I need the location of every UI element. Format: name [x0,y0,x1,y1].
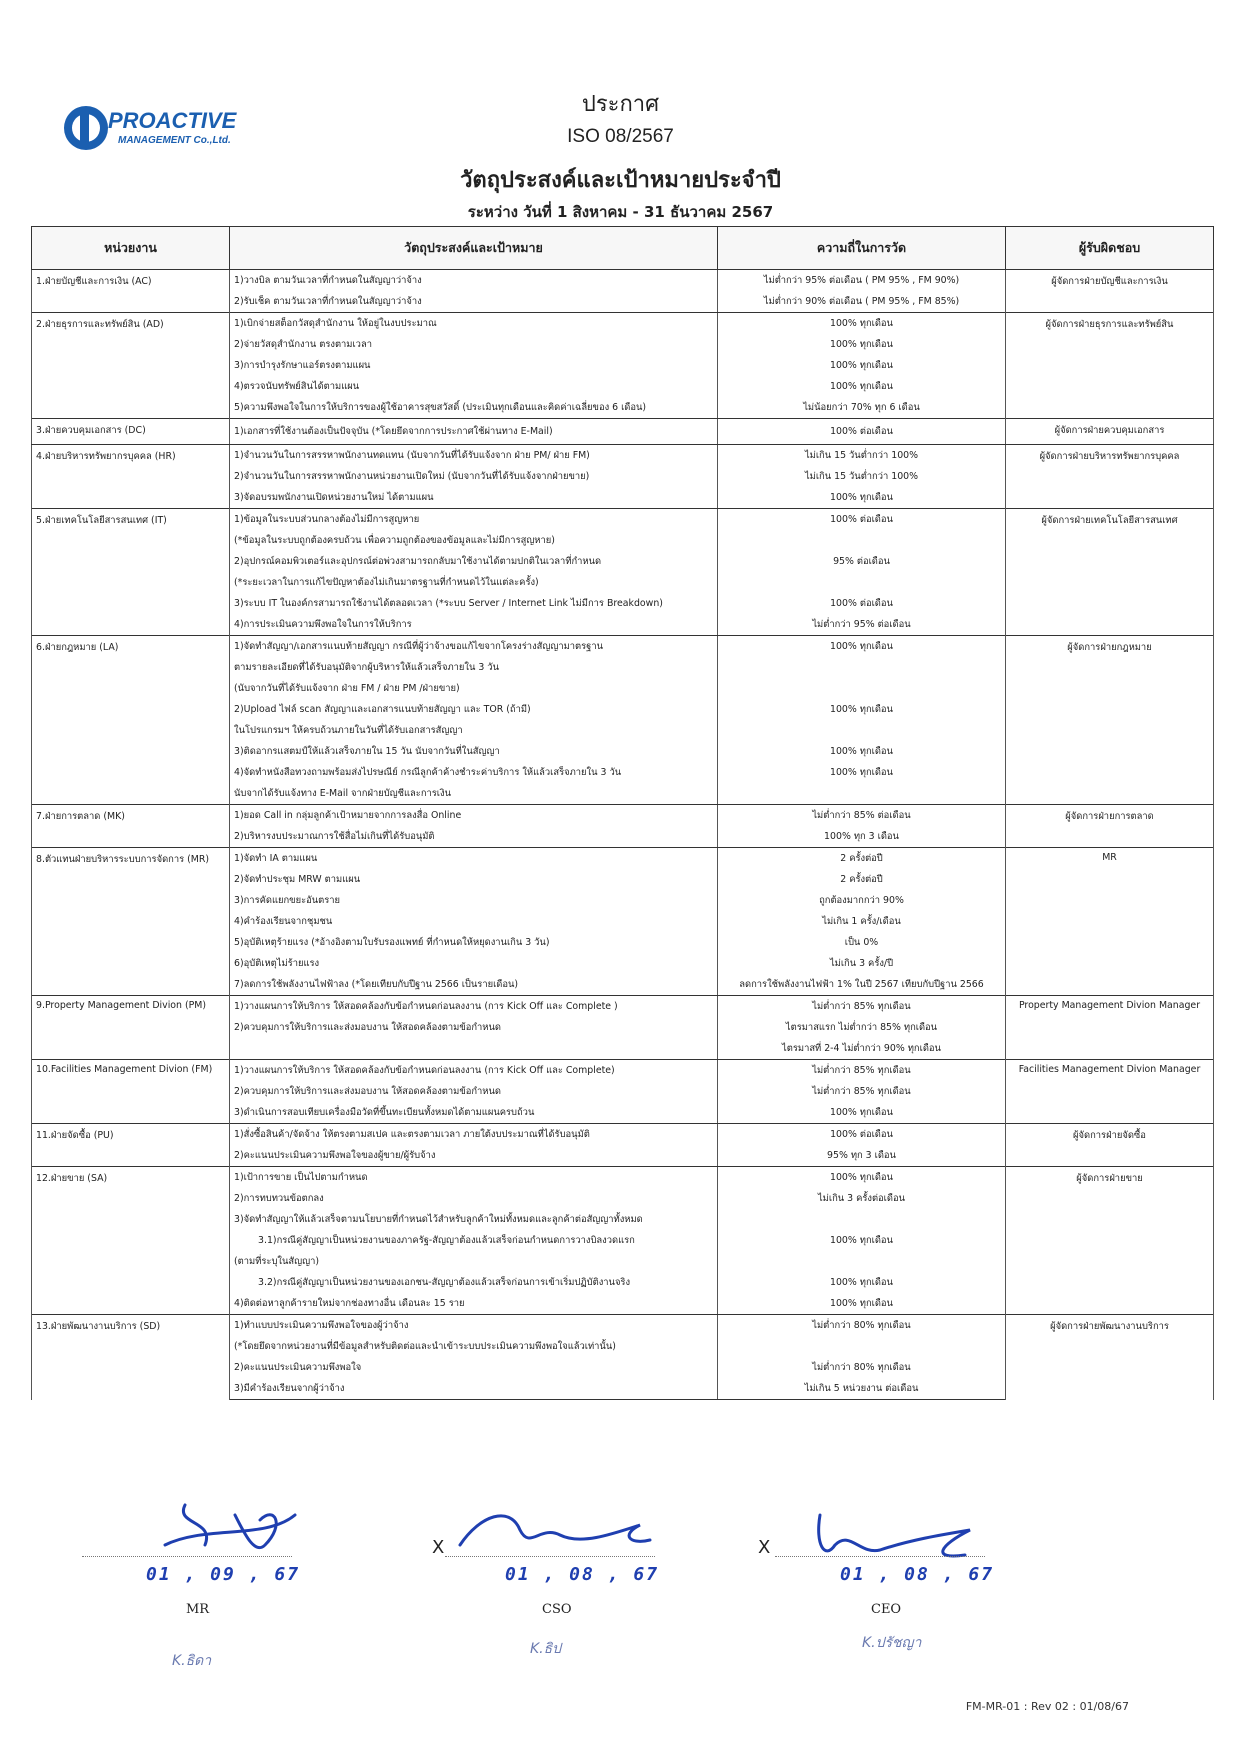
frequency-cell: ถูกต้องมากกว่า 90% [718,890,1006,911]
objective-cell: 1)เบิกจ่ายสต็อกวัสดุสำนักงาน ให้อยู่ในงบประมาณ [230,313,718,335]
table-row [32,313,1214,335]
objective-cell: 1)วางแผนการให้บริการ ให้สอดคล้องกับข้อกำหนดก่อนลงงาน (การ Kick Off และ Complete) [230,1060,718,1082]
frequency-cell: 100% ต่อเดือน [718,1124,1006,1146]
role-cso: CSO [542,1602,572,1617]
unit-cell: 13.ฝ่ายพัฒนางานบริการ (SD) [32,1315,230,1400]
objective-cell: 2)Upload ไฟล์ scan สัญญาและเอกสารแนบท้ายสัญญา และ TOR (ถ้ามี) [230,699,718,720]
objective-cell: (ตามที่ระบุในสัญญา) [230,1251,718,1272]
frequency-cell: ไตรมาสที่ 2-4 ไม่ต่ำกว่า 90% ทุกเดือน [718,1038,1006,1060]
handwritten-signature-mr-icon [145,1485,325,1575]
objective-cell: 3)การบำรุงรักษาแอร์ตรงตามแผน [230,355,718,376]
unit-cell: 8.ตัวแทนฝ่ายบริหารระบบการจัดการ (MR) [32,848,230,996]
frequency-cell: ไม่ต่ำกว่า 80% ทุกเดือน [718,1357,1006,1378]
frequency-cell: ไม่เกิน 15 วันต่ำกว่า 100% [718,466,1006,487]
header-objective: วัตถุประสงค์และเป้าหมาย [230,227,718,270]
objective-cell: 2)บริหารงบประมาณการใช้สื่อไม่เกินที่ได้รับอนุมัติ [230,826,718,848]
period-text: ระหว่าง วันที่ 1 สิงหาคม - 31 ธันวาคม 2567 [467,203,774,221]
objective-cell: 1)วางแผนการให้บริการ ให้สอดคล้องกับข้อกำหนดก่อนลงงาน (การ Kick Off และ Complete ) [230,996,718,1018]
header-responsible: ผู้รับผิดชอบ [1006,227,1214,270]
role-mr: MR [186,1602,210,1617]
objective-cell: 2)ควบคุมการให้บริการและส่งมอบงาน ให้สอดคล้องตามข้อกำหนด [230,1017,718,1038]
unit-cell: 1.ฝ่ายบัญชีและการเงิน (AC) [32,270,230,313]
unit-cell: 5.ฝ่ายเทคโนโลยีสารสนเทศ (IT) [32,509,230,636]
unit-cell: 11.ฝ่ายจัดซื้อ (PU) [32,1124,230,1167]
form-code: FM-MR-01 : Rev 02 : 01/08/67 [965,1700,1129,1713]
table-row [32,1060,1214,1082]
objective-cell: ในโปรแกรมฯ ให้ครบถ้วนภายในวันที่ได้รับเอกสารสัญญา [230,720,718,741]
frequency-cell: 100% ทุกเดือน [718,1272,1006,1293]
frequency-cell: 100% ทุกเดือน [718,636,1006,658]
table-row [32,509,1214,531]
objective-cell [230,1038,718,1060]
objective-cell: 3.2)กรณีคู่สัญญาเป็นหน่วยงานของเอกชน-สัญญาต้องแล้วเสร็จก่อนการเข้าเริ่มปฏิบัติงานจริง [230,1272,718,1293]
frequency-cell: ไม่ต่ำกว่า 80% ทุกเดือน [718,1315,1006,1337]
objective-cell: 2)ควบคุมการให้บริการและส่งมอบงาน ให้สอดคล้องตามข้อกำหนด [230,1081,718,1102]
frequency-cell: 100% ทุกเดือน [718,1293,1006,1315]
frequency-cell: 100% ทุกเดือน [718,313,1006,335]
frequency-cell: 100% ทุกเดือน [718,1230,1006,1251]
frequency-cell: ไม่เกิน 1 ครั้ง/เดือน [718,911,1006,932]
unit-cell: 12.ฝ่ายขาย (SA) [32,1167,230,1315]
frequency-cell: 100% ทุกเดือน [718,1102,1006,1124]
objectives-table [31,226,1214,1400]
objective-cell: (*ระยะเวลาในการแก้ไขปัญหาต้องไม่เกินมาตรฐานที่กำหนดไว้ในแต่ละครั้ง) [230,572,718,593]
frequency-cell [718,1336,1006,1357]
responsible-cell: ผู้จัดการฝ่ายการตลาด [1006,805,1214,848]
table-row [32,848,1214,870]
objective-cell: 1)สั่งซื้อสินค้า/จัดจ้าง ให้ตรงตามสเปค และตรงตามเวลา ภายใต้งบประมาณที่ได้รับอนุมัติ [230,1124,718,1146]
frequency-cell [718,1209,1006,1230]
unit-cell: 10.Facilities Management Divion (FM) [32,1060,230,1124]
frequency-cell: ไม่เกิน 3 ครั้ง/ปี [718,953,1006,974]
frequency-cell: ไม่เกิน 3 ครั้งต่อเดือน [718,1188,1006,1209]
table-row [32,270,1214,292]
frequency-cell: ไม่ต่ำกว่า 85% ต่อเดือน [718,805,1006,827]
frequency-cell: 100% ทุกเดือน [718,334,1006,355]
responsible-cell: ผู้จัดการฝ่ายขาย [1006,1167,1214,1315]
table-row [32,1167,1214,1189]
table-row [32,1124,1214,1146]
table-row [32,1315,1214,1337]
objective-cell: 5)ความพึงพอใจในการให้บริการของผู้ใช้อาคารสุขสวัสดิ์ (ประเมินทุกเดือนและคิดค่าเฉลี่ยของ 6 เดือน) [230,397,718,419]
responsible-cell: ผู้จัดการฝ่ายควบคุมเอกสาร [1006,419,1214,445]
frequency-cell: 100% ทุกเดือน [718,376,1006,397]
frequency-cell: 100% ทุกเดือน [718,487,1006,509]
frequency-cell: 2 ครั้งต่อปี [718,869,1006,890]
frequency-cell: ไม่ต่ำกว่า 95% ต่อเดือน ( PM 95% , FM 90%) [718,270,1006,292]
x-mark-cso: X [432,1537,445,1558]
notice-heading: ประกาศ [581,92,660,117]
frequency-cell: 100% ทุก 3 เดือน [718,826,1006,848]
frequency-cell: ไตรมาสแรก ไม่ต่ำกว่า 85% ทุกเดือน [718,1017,1006,1038]
frequency-cell: ไม่น้อยกว่า 70% ทุก 6 เดือน [718,397,1006,419]
table-row [32,805,1214,827]
objective-cell: 7)ลดการใช้พลังงานไฟฟ้าลง (*โดยเทียบกับปีฐาน 2566 เป็นรายเดือน) [230,974,718,996]
objective-cell: 2)จำนวนวันในการสรรหาพนักงานหน่วยงานเปิดใหม่ (นับจากวันที่ได้รับแจ้งจากฝ่ายขาย) [230,466,718,487]
responsible-cell: Facilities Management Divion Manager [1006,1060,1214,1124]
header-unit: หน่วยงาน [32,227,230,270]
frequency-cell [718,572,1006,593]
table-body [32,270,1214,1400]
objective-cell: 2)จัดทำประชุม MRW ตามแผน [230,869,718,890]
table-row [32,445,1214,467]
frequency-cell [718,1251,1006,1272]
frequency-cell: 100% ต่อเดือน [718,593,1006,614]
objective-cell: 6)อุบัติเหตุไม่ร้ายแรง [230,953,718,974]
unit-cell: 7.ฝ่ายการตลาด (MK) [32,805,230,848]
frequency-cell [718,657,1006,678]
objective-cell: 4)การประเมินความพึงพอใจในการให้บริการ [230,614,718,636]
page-title: วัตถุประสงค์และเป้าหมายประจำปี [460,168,781,193]
role-ceo: CEO [871,1602,902,1617]
handwritten-signature-cso-icon [450,1495,660,1565]
logo-text: PROACTIVE [108,108,237,133]
objective-cell: 3)จัดอบรมพนักงานเปิดหน่วยงานใหม่ ได้ตามแผน [230,487,718,509]
unit-cell: 4.ฝ่ายบริหารทรัพยากรบุคคล (HR) [32,445,230,509]
x-mark-ceo: X [758,1537,771,1558]
initials-mr: K.ธิดา [172,1653,212,1669]
frequency-cell: ไม่ต่ำกว่า 90% ต่อเดือน ( PM 95% , FM 85%) [718,291,1006,313]
frequency-cell: 95% ต่อเดือน [718,551,1006,572]
objective-cell: 2)จ่ายวัสดุสำนักงาน ตรงตามเวลา [230,334,718,355]
frequency-cell: 100% ต่อเดือน [718,419,1006,445]
initials-cso: K.ธิป [530,1641,562,1657]
unit-cell: 2.ฝ่ายธุรการและทรัพย์สิน (AD) [32,313,230,419]
objective-cell: 2)คะแนนประเมินความพึงพอใจของผู้ขาย/ผู้รับจ้าง [230,1145,718,1167]
date-mr: 01 , 09 , 67 [146,1564,301,1585]
objective-cell: 4)จัดทำหนังสือทวงถามพร้อมส่งไปรษณีย์ กรณีลูกค้าค้างชำระค่าบริการ ให้แล้วเสร็จภายใน 3 วัน [230,762,718,783]
initials-ceo: K.ปรัชญา [862,1635,922,1651]
objective-cell: (นับจากวันที่ได้รับแจ้งจาก ฝ่าย FM / ฝ่าย PM /ฝ่ายขาย) [230,678,718,699]
table-header-row [32,227,1214,270]
frequency-cell: 2 ครั้งต่อปี [718,848,1006,870]
objective-cell: 1)จำนวนวันในการสรรหาพนักงานทดแทน (นับจากวันที่ได้รับแจ้งจาก ฝ่าย PM/ ฝ่าย FM) [230,445,718,467]
frequency-cell [718,530,1006,551]
frequency-cell: ไม่ต่ำกว่า 85% ทุกเดือน [718,1060,1006,1082]
responsible-cell: ผู้จัดการฝ่ายบัญชีและการเงิน [1006,270,1214,313]
objective-cell: 2)คะแนนประเมินความพึงพอใจ [230,1357,718,1378]
iso-number: ISO 08/2567 [567,126,674,147]
logo-subtext: MANAGEMENT Co.,Ltd. [118,135,231,146]
table-row [32,419,1214,445]
objective-cell: 4)คำร้องเรียนจากชุมชน [230,911,718,932]
objective-cell: 1)วางบิล ตามวันเวลาที่กำหนดในสัญญาว่าจ้าง [230,270,718,292]
objective-cell: 3)จัดทำสัญญาให้แล้วเสร็จตามนโยบายที่กำหนดไว้สำหรับลูกค้าใหม่ทั้งหมดและลูกค้าต่อสัญญาทั้งหมด [230,1209,718,1230]
responsible-cell: ผู้จัดการฝ่ายเทคโนโลยีสารสนเทศ [1006,509,1214,636]
frequency-cell [718,720,1006,741]
objective-cell: 2)การทบทวนข้อตกลง [230,1188,718,1209]
unit-cell: 6.ฝ่ายกฎหมาย (LA) [32,636,230,805]
unit-cell: 9.Property Management Divion (PM) [32,996,230,1060]
objective-cell: 1)เป้าการขาย เป็นไปตามกำหนด [230,1167,718,1189]
frequency-cell: 100% ทุกเดือน [718,741,1006,762]
objective-cell: 1)เอกสารที่ใช้งานต้องเป็นปัจจุบัน (*โดยยึดจากการประกาศใช้ผ่านทาง E-Mail) [230,419,718,445]
objective-cell: (*โดยยึดจากหน่วยงานที่มีข้อมูลสำหรับติดต่อและนำเข้าระบบประเมินความพึงพอใจแล้วเท่านั้น) [230,1336,718,1357]
unit-cell: 3.ฝ่ายควบคุมเอกสาร (DC) [32,419,230,445]
objective-cell: 1)จัดทำสัญญา/เอกสารแนบท้ายสัญญา กรณีที่ผู้ว่าจ้างขอแก้ไขจากโครงร่างสัญญามาตรฐาน [230,636,718,658]
frequency-cell: ลดการใช้พลังงานไฟฟ้า 1% ในปี 2567 เทียบกับปีฐาน 2566 [718,974,1006,996]
objective-cell: 2)อุปกรณ์คอมพิวเตอร์และอุปกรณ์ต่อพ่วงสามารถกลับมาใช้งานได้ตามปกติในเวลาที่กำหนด [230,551,718,572]
responsible-cell: ผู้จัดการฝ่ายกฎหมาย [1006,636,1214,805]
frequency-cell [718,783,1006,805]
objective-cell: ตามรายละเอียดที่ได้รับอนุมัติจากผู้บริหารให้แล้วเสร็จภายใน 3 วัน [230,657,718,678]
objective-cell: 3.1)กรณีคู่สัญญาเป็นหน่วยงานของภาครัฐ-สัญญาต้องแล้วเสร็จก่อนกำหนดการวางบิลงวดแรก [230,1230,718,1251]
objective-cell: 1)ยอด Call in กลุ่มลูกค้าเป้าหมายจากการลงสื่อ Online [230,805,718,827]
objective-cell: 3)มีคำร้องเรียนจากผู้ว่าจ้าง [230,1378,718,1400]
objective-cell: 1)ข้อมูลในระบบส่วนกลางต้องไม่มีการสูญหาย [230,509,718,531]
responsible-cell: ผู้จัดการฝ่ายจัดซื้อ [1006,1124,1214,1167]
frequency-cell [718,678,1006,699]
objective-cell: 1)จัดทำ IA ตามแผน [230,848,718,870]
objective-cell: 2)รับเช็ค ตามวันเวลาที่กำหนดในสัญญาว่าจ้าง [230,291,718,313]
responsible-cell: MR [1006,848,1214,996]
responsible-cell: ผู้จัดการฝ่ายบริหารทรัพยากรบุคคล [1006,445,1214,509]
objective-cell: 4)ตรวจนับทรัพย์สินได้ตามแผน [230,376,718,397]
objective-cell: 3)ติดอากรแสตมป์ให้แล้วเสร็จภายใน 15 วัน นับจากวันที่ในสัญญา [230,741,718,762]
frequency-cell: 95% ทุก 3 เดือน [718,1145,1006,1167]
frequency-cell: ไม่ต่ำกว่า 85% ทุกเดือน [718,996,1006,1018]
frequency-cell: ไม่เกิน 5 หน่วยงาน ต่อเดือน [718,1378,1006,1400]
frequency-cell: ไม่เกิน 15 วันต่ำกว่า 100% [718,445,1006,467]
objective-cell: 3)การคัดแยกขยะอันตราย [230,890,718,911]
frequency-cell: เป็น 0% [718,932,1006,953]
table-row [32,996,1214,1018]
objective-cell: นับจากได้รับแจ้งทาง E-Mail จากฝ่ายบัญชีและการเงิน [230,783,718,805]
date-ceo: 01 , 08 , 67 [840,1564,995,1585]
objective-cell: (*ข้อมูลในระบบถูกต้องครบถ้วน เพื่อความถูกต้องของข้อมูลและไม่มีการสูญหาย) [230,530,718,551]
responsible-cell: ผู้จัดการฝ่ายธุรการและทรัพย์สิน [1006,313,1214,419]
frequency-cell: 100% ทุกเดือน [718,699,1006,720]
objective-cell: 5)อุบัติเหตุร้ายแรง (*อ้างอิงตามใบรับรองแพทย์ ที่กำหนดให้หยุดงานเกิน 3 วัน) [230,932,718,953]
frequency-cell: 100% ต่อเดือน [718,509,1006,531]
frequency-cell: 100% ทุกเดือน [718,762,1006,783]
responsible-cell: ผู้จัดการฝ่ายพัฒนางานบริการ [1006,1315,1214,1400]
objective-cell: 4)ติดต่อหาลูกค้ารายใหม่จากช่องทางอื่น เดือนละ 15 ราย [230,1293,718,1315]
frequency-cell: 100% ทุกเดือน [718,1167,1006,1189]
responsible-cell: Property Management Divion Manager [1006,996,1214,1060]
date-cso: 01 , 08 , 67 [505,1564,660,1585]
header-frequency: ความถี่ในการวัด [718,227,1006,270]
objective-cell: 3)ระบบ IT ในองค์กรสามารถใช้งานได้ตลอดเวลา (*ระบบ Server / Internet Link ไม่มีการ Breakdown) [230,593,718,614]
objective-cell: 1)ทำแบบประเมินความพึงพอใจของผู้ว่าจ้าง [230,1315,718,1337]
frequency-cell: ไม่ต่ำกว่า 85% ทุกเดือน [718,1081,1006,1102]
objective-cell: 3)ดำเนินการสอบเทียบเครื่องมือวัดที่ขึ้นทะเบียนทั้งหมดได้ตามแผนครบถ้วน [230,1102,718,1124]
table-row [32,636,1214,658]
frequency-cell: 100% ทุกเดือน [718,355,1006,376]
frequency-cell: ไม่ต่ำกว่า 95% ต่อเดือน [718,614,1006,636]
